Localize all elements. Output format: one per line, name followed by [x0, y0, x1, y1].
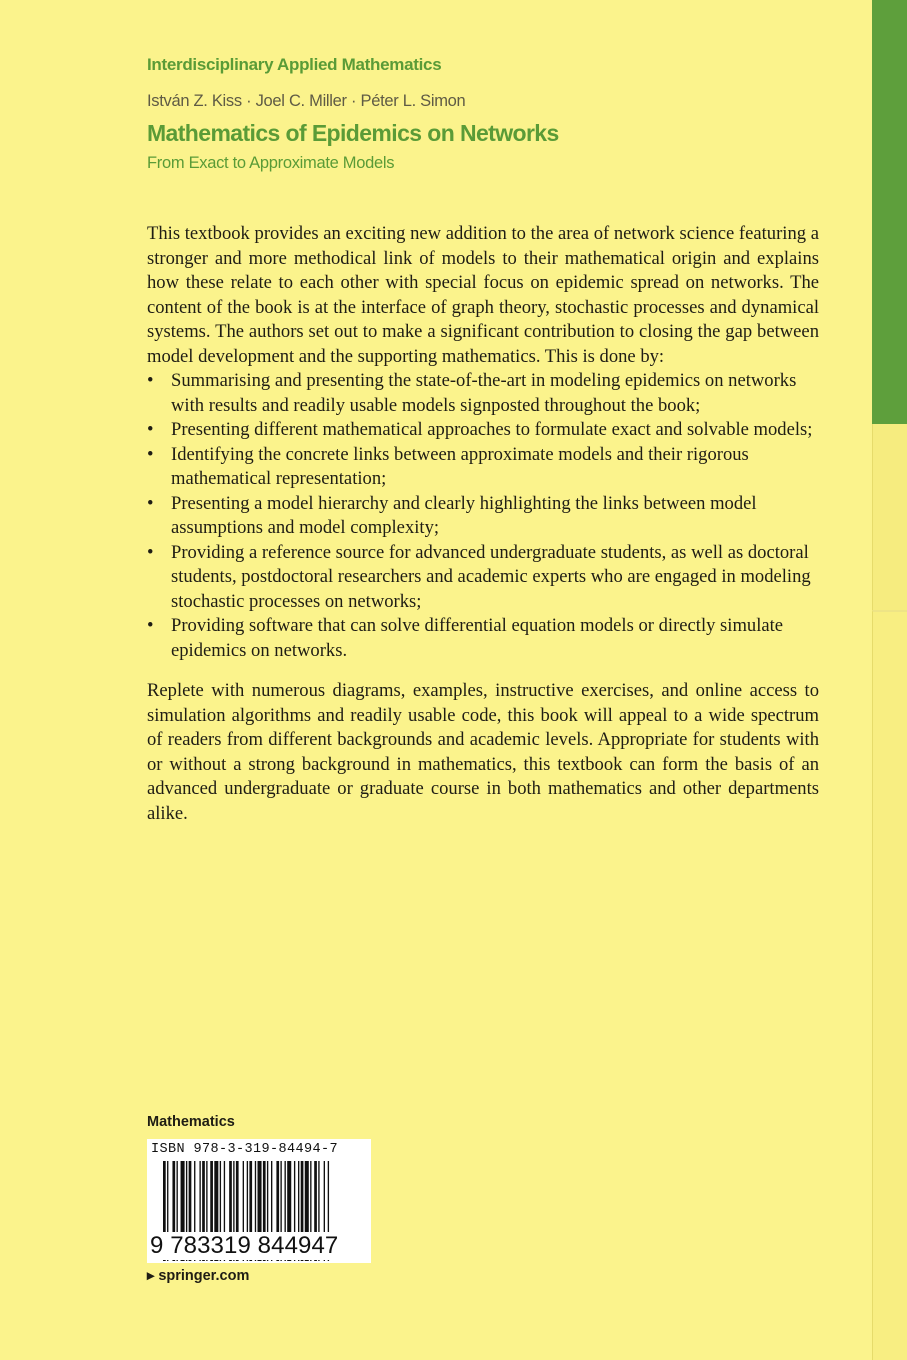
- spine-lower-panel: [872, 610, 907, 1360]
- book-title: Mathematics of Epidemics on Networks: [147, 120, 559, 146]
- isbn-number: ISBN 978-3-319-84494-7: [151, 1142, 339, 1157]
- barcode-digits: 9 783319 844947: [150, 1232, 339, 1259]
- isbn-barcode: [147, 1139, 371, 1263]
- bullet-item: [147, 443, 819, 492]
- spine-accent-bar: [872, 0, 907, 424]
- arrow-right-icon: ▸: [147, 1268, 155, 1284]
- bullet-item: [147, 614, 819, 663]
- bullet-dot-icon: •: [147, 370, 154, 391]
- description-closing: Replete with numerous diagrams, examples, instructive exercises, and online access to simulation algorithms and readily usable code, this book will appeal to a wide spectrum of readers from different backgrounds and academic levels. Appropriate for students with or without a strong background in mathematics, this textbook can form the basis of an advanced undergraduate or graduate course in both mathematics and other departments alike.: [147, 680, 819, 824]
- bullet-dot-icon: •: [147, 492, 154, 514]
- bullet-list: [147, 369, 819, 663]
- description-intro: This textbook provides an exciting new addition to the area of network science featuring a stronger and more methodical link of models to their mathematical origin and explains how these relate to each other with special focus on epidemic spread on networks. The content of the book is at the interface of graph theory, stochastic processes and dynamical systems. The authors set out to make a significant contribution to closing the gap between model development and the supporting mathematics. This is done by:: [147, 223, 819, 367]
- bullet-text: Providing software that can solve differential equation models or directly simulate epidemics on networks.: [171, 615, 784, 661]
- bullet-item: [147, 492, 819, 541]
- bullet-text: Summarising and presenting the state-of-the-art in modeling epidemics on networks with results and readily usable models signposted throughout the book;: [171, 370, 797, 416]
- bullet-item: [147, 418, 819, 443]
- bullet-dot-icon: •: [147, 615, 154, 636]
- bullet-text: Presenting a model hierarchy and clearly highlighting the links between model assumptions and model complexity;: [171, 492, 757, 538]
- series-name: Interdisciplinary Applied Mathematics: [147, 55, 442, 74]
- spine-middle-panel: [872, 424, 907, 610]
- publisher-link[interactable]: [147, 1268, 249, 1284]
- bullet-text: Presenting different mathematical approaches to formulate exact and solvable models;: [171, 419, 813, 440]
- book-subtitle: From Exact to Approximate Models: [147, 154, 395, 172]
- bullet-dot-icon: •: [147, 419, 154, 440]
- bullet-item: [147, 369, 819, 418]
- book-authors: István Z. Kiss · Joel C. Miller · Péter L. Simon: [147, 92, 466, 110]
- publisher-url: springer.com: [158, 1268, 250, 1284]
- bullet-item: [147, 541, 819, 615]
- bullet-text: Providing a reference source for advanced undergraduate students, as well as doctoral students, postdoctoral researchers and academic experts who are engaged in modeling stochastic processes on networks;: [171, 541, 811, 612]
- bullet-dot-icon: •: [147, 541, 154, 563]
- bullet-dot-icon: •: [147, 443, 154, 465]
- subject-label: Mathematics: [147, 1114, 235, 1130]
- bullet-text: Identifying the concrete links between approximate models and their rigorous mathematical representation;: [171, 443, 749, 489]
- description-block: [147, 222, 819, 826]
